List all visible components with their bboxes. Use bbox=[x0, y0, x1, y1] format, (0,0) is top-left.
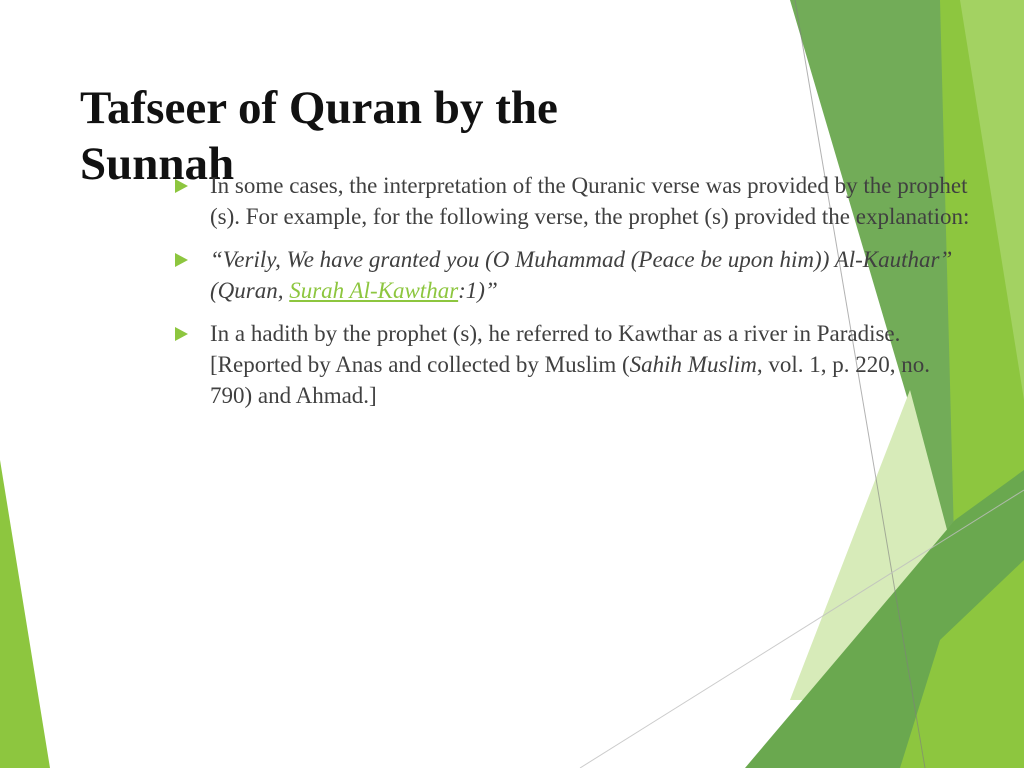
bullet-list bbox=[170, 170, 970, 423]
bullet-text-1: In some cases, the interpretation of the Quranic verse was provided by the prophet (s). For example, for the following verse, the prophet (s) provided the explanation: bbox=[210, 173, 970, 229]
green-triangle-arrow-icon bbox=[175, 327, 188, 341]
green-triangle-arrow-icon bbox=[175, 179, 188, 193]
hadith-reference: , vol. 1, p. 220, no. 790) and Ahmad.] bbox=[210, 352, 930, 408]
green-triangle-arrow-icon bbox=[175, 253, 188, 267]
hadith-text: In a hadith by the prophet (s), he referred to Kawthar as a river in Paradise. [Reported by Anas and collected by Muslim ( bbox=[210, 321, 901, 377]
bullet-item-2 bbox=[170, 244, 970, 306]
quote-reference: :1)” bbox=[458, 278, 498, 303]
bullet-item-3 bbox=[170, 318, 970, 411]
left-green-shape bbox=[0, 460, 50, 768]
quote-text: “Verily, We have granted you (O Muhammad (Peace be upon him)) Al-Kauthar” (Quran, bbox=[210, 247, 953, 303]
bullet-item-1 bbox=[170, 170, 970, 232]
slide-title: Tafseer of Quran by the Sunnah bbox=[80, 82, 558, 190]
surah-al-kawthar-link[interactable]: Surah Al-Kawthar bbox=[289, 278, 459, 303]
sahih-muslim-source: Sahih Muslim bbox=[629, 352, 757, 377]
